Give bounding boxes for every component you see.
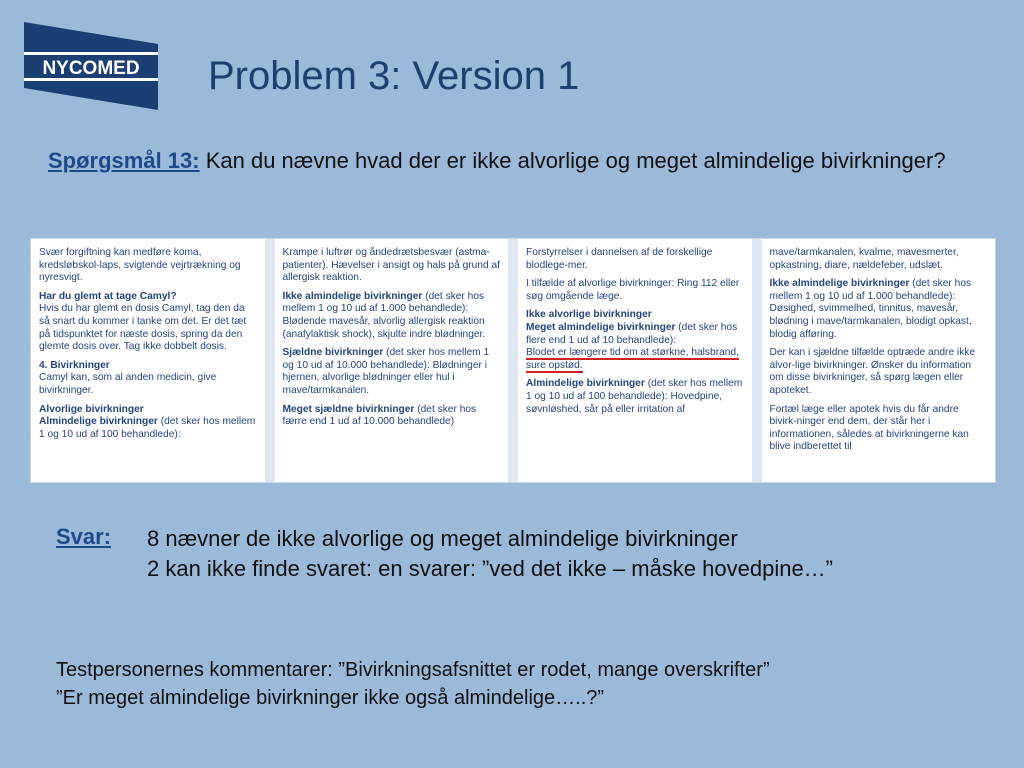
leaflet-text: Svær forgiftning kan medføre koma, kredsløbskol-laps, svigtende vejrtrækning og nyresvigt. [39, 247, 241, 284]
leaflet-text: (det sker hos mellem 1 og 10 ud af 1.000 behandlede): Døsighed, svimmelhed, tinnitus, mavesår, blødning i mave/tarmkanalen, blodigt opkast, blodig afføring. [769, 278, 972, 340]
leaflet-text: Forstyrrelser i dannelsen af de forskellige blodlege-mer. [526, 247, 713, 271]
leaflet-text: (det sker hos mellem 1 og 10 ud af 100 behandlede): Hovedpine, søvnløshed, sår på eller irritation af [526, 378, 743, 415]
leaflet-heading: Meget sjældne bivirkninger [282, 403, 415, 415]
leaflet-text: Fortæl læge eller apotek hvis du får andre bivirk-ninger end dem, der står her i informationen, således at bivirkningerne kan blive indberettet til [769, 403, 969, 453]
leaflet-paragraph [39, 360, 257, 398]
slide-title: Problem 3: Version 1 [208, 54, 580, 98]
leaflet-heading: Ikke almindelige bivirkninger [769, 278, 910, 290]
leaflet-column-1 [31, 239, 275, 482]
leaflet-paragraph [283, 347, 501, 397]
leaflet-heading: Ikke almindelige bivirkninger [282, 290, 423, 302]
leaflet-text: mave/tarmkanalen, kvalme, mavesmerter, opkastning, diare, nældefeber, udslæt. [769, 247, 959, 271]
comment-line-2: ”Er meget almindelige bivirkninger ikke også almindelige…..?” [56, 687, 605, 709]
question-text: Kan du nævne hvad der er ikke alvorlige og meget almindelige bivirkninger? [199, 148, 946, 173]
red-underlined-text: Blodet er længere tid om at størkne, halsbrand, sure opstød. [526, 347, 739, 371]
leaflet-heading: Ikke alvorlige bivirkninger [526, 309, 652, 321]
nycomed-logo-mark [24, 22, 158, 110]
answer-line-1: 8 nævner de ikke alvorlige og meget almindelige bivirkninger [147, 526, 738, 551]
leaflet-paragraph [39, 291, 257, 354]
leaflet-text: (det sker hos flere end 1 ud af 10 behandlede): [526, 321, 738, 346]
question-label: Spørgsmål 13: [48, 148, 200, 173]
leaflet-column-4 [762, 239, 996, 482]
leaflet-column-2 [275, 239, 519, 482]
leaflet-heading: Meget almindelige bivirkninger [526, 321, 676, 333]
leaflet-heading: Har du glemt at tage Camyl? [39, 290, 177, 302]
leaflet-paragraph [39, 404, 257, 442]
leaflet-text: (det sker hos mellem 1 og 10 ud af 10.000 behandlede): Blødninger i hjernen, alvorlige blødninger eller hul i mave/tarmkanalen. [282, 347, 490, 396]
leaflet-paragraph [770, 278, 988, 341]
leaflet-text: Camyl kan, som al anden medicin, give bivirkninger. [39, 372, 217, 396]
answer-label: Svar: [56, 524, 112, 549]
leaflet-paragraph [283, 404, 501, 429]
leaflet-heading: Almindelige bivirkninger [526, 378, 645, 390]
question-block [48, 146, 948, 176]
comment-line-1: Testpersonernes kommentarer: ”Bivirkningsafsnittet er rodet, mange overskrifter” [56, 659, 770, 681]
leaflet-excerpt [30, 238, 996, 483]
leaflet-text: Krampe i luftrør og åndedrætsbesvær (astma-patienter). Hævelser i ansigt og hals på grund af allergisk reaktion. [282, 247, 500, 284]
leaflet-text: (det sker hos færre end 1 ud af 10.000 behandlede) [282, 403, 477, 428]
participant-comments [56, 656, 996, 712]
leaflet-paragraph [526, 309, 744, 372]
logo-text: NYCOMED [42, 58, 140, 79]
leaflet-text: I tilfælde af alvorlige bivirkninger: Ring 112 eller søg omgående læge. [526, 278, 740, 302]
leaflet-text: (det sker hos mellem 1 og 10 ud af 100 behandlede): [39, 416, 256, 440]
leaflet-paragraph [526, 378, 744, 416]
answer-text [147, 524, 947, 584]
leaflet-text: Der kan i sjældne tilfælde optræde andre ikke alvor-lige bivirkninger. Ønsker du information om disse bivirkninger, så spørg lægen eller apoteket. [769, 347, 976, 396]
leaflet-heading: 4. Bivirkninger [39, 359, 110, 371]
leaflet-text: (det sker hos mellem 1 og 10 ud af 1.000 behandlede): Blødende mavesår, alvorlig allergisk reaktion (anafylaktisk shock), skjulte indre blødninger. [282, 290, 486, 340]
leaflet-paragraph [283, 291, 501, 341]
leaflet-column-3 [518, 239, 762, 482]
nycomed-logo [24, 22, 158, 110]
leaflet-heading: Alvorlige bivirkninger [39, 403, 144, 415]
leaflet-heading: Almindelige bivirkninger [39, 416, 158, 428]
leaflet-heading: Sjældne bivirkninger [282, 347, 384, 359]
answer-line-2: 2 kan ikke finde svaret: en svarer: ”ved det ikke – måske hovedpine…” [147, 556, 834, 581]
leaflet-text: Hvis du har glemt en dosis Camyl, tag den da så snart du kommer i tanke om det. Er det tæt på tidspunktet for næste dosis, spring da den glemte dosis over. Tag ikke dobbelt dosis. [39, 303, 247, 353]
